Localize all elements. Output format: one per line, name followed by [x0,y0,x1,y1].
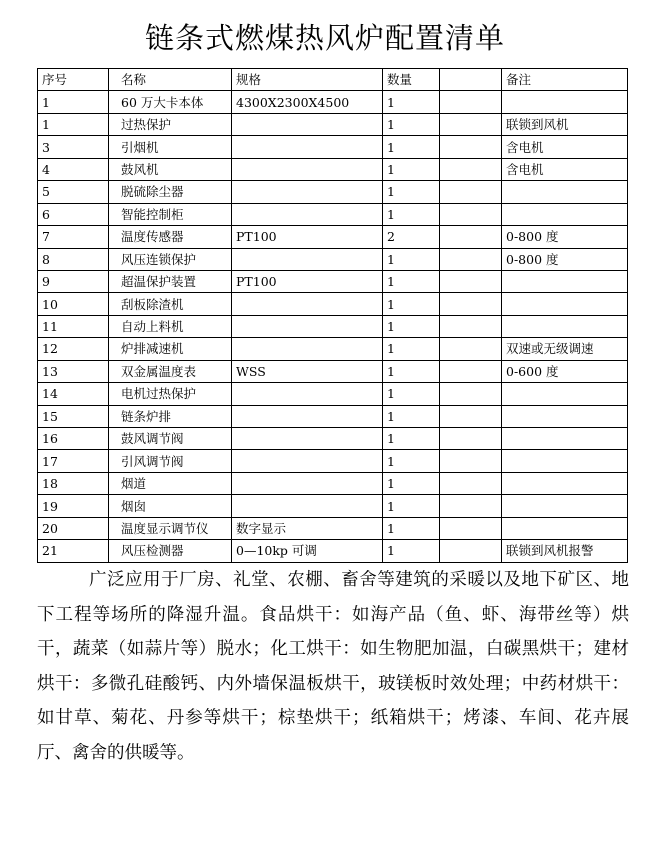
cell-remark [502,315,628,337]
cell-remark: 联锁到风机 [502,113,628,135]
cell-name: 链条炉排 [109,405,232,427]
table-row [38,405,628,427]
cell-spec [232,315,383,337]
cell-qty: 1 [383,428,440,450]
cell-index: 9 [38,270,109,292]
cell-remark [502,495,628,517]
cell-index: 1 [38,113,109,135]
cell-name: 烟囱 [109,495,232,517]
cell-name: 60 万大卡本体 [109,91,232,113]
table-row [38,315,628,337]
cell-qty: 1 [383,91,440,113]
cell-index: 21 [38,540,109,562]
cell-index: 16 [38,428,109,450]
cell-qty: 1 [383,158,440,180]
cell-spec [232,495,383,517]
table-row [38,226,628,248]
cell-index: 12 [38,338,109,360]
table-row [38,270,628,292]
cell-remark [502,428,628,450]
cell-spec: 数字显示 [232,517,383,539]
cell-remark: 0-600 度 [502,360,628,382]
table-row [38,91,628,113]
cell-qty: 1 [383,293,440,315]
cell-name: 风压连锁保护 [109,248,232,270]
cell-qty: 1 [383,203,440,225]
cell-blank [440,91,502,113]
cell-index: 7 [38,226,109,248]
cell-index: 15 [38,405,109,427]
cell-qty: 1 [383,136,440,158]
cell-name: 电机过热保护 [109,383,232,405]
cell-spec: 0—10kp 可调 [232,540,383,562]
cell-remark [502,517,628,539]
cell-blank [440,181,502,203]
cell-index: 4 [38,158,109,180]
table-row [38,203,628,225]
table-row [38,517,628,539]
cell-remark: 联锁到风机报警 [502,540,628,562]
cell-name: 自动上料机 [109,315,232,337]
cell-qty: 1 [383,540,440,562]
cell-qty: 1 [383,450,440,472]
cell-index: 6 [38,203,109,225]
cell-name: 引风调节阀 [109,450,232,472]
table-row [38,428,628,450]
cell-spec [232,181,383,203]
cell-index: 10 [38,293,109,315]
table-row [38,293,628,315]
cell-name: 智能控制柜 [109,203,232,225]
table-row [38,158,628,180]
cell-spec: 4300X2300X4500 [232,91,383,113]
cell-index: 17 [38,450,109,472]
cell-qty: 1 [383,517,440,539]
cell-name: 过热保护 [109,113,232,135]
cell-remark: 0-800 度 [502,226,628,248]
cell-blank [440,517,502,539]
cell-name: 温度显示调节仪 [109,517,232,539]
cell-spec [232,338,383,360]
cell-index: 1 [38,91,109,113]
cell-spec: WSS [232,360,383,382]
cell-index: 20 [38,517,109,539]
table-row [38,495,628,517]
table-row [38,113,628,135]
table-row [38,338,628,360]
cell-remark: 含电机 [502,158,628,180]
header-qty: 数量 [383,69,440,91]
cell-blank [440,495,502,517]
table-header-row [38,69,628,91]
cell-name: 双金属温度表 [109,360,232,382]
cell-blank [440,293,502,315]
cell-blank [440,113,502,135]
cell-qty: 1 [383,315,440,337]
table-row [38,181,628,203]
cell-remark [502,270,628,292]
cell-qty: 2 [383,226,440,248]
cell-name: 超温保护装置 [109,270,232,292]
cell-name: 鼓风调节阀 [109,428,232,450]
cell-name: 烟道 [109,472,232,494]
header-blank [440,69,502,91]
cell-blank [440,248,502,270]
cell-index: 5 [38,181,109,203]
cell-qty: 1 [383,383,440,405]
header-remark: 备注 [502,69,628,91]
cell-remark [502,450,628,472]
cell-spec [232,113,383,135]
cell-index: 14 [38,383,109,405]
cell-qty: 1 [383,248,440,270]
table-row [38,472,628,494]
table-row [38,540,628,562]
cell-blank [440,226,502,248]
cell-qty: 1 [383,181,440,203]
cell-index: 19 [38,495,109,517]
cell-remark [502,203,628,225]
cell-spec [232,136,383,158]
table-row [38,360,628,382]
cell-qty: 1 [383,270,440,292]
cell-blank [440,472,502,494]
cell-blank [440,405,502,427]
cell-index: 8 [38,248,109,270]
cell-remark [502,383,628,405]
cell-blank [440,315,502,337]
cell-blank [440,540,502,562]
cell-remark [502,181,628,203]
cell-spec [232,428,383,450]
cell-remark: 含电机 [502,136,628,158]
cell-spec: PT100 [232,270,383,292]
cell-spec [232,405,383,427]
cell-remark [502,405,628,427]
cell-blank [440,338,502,360]
cell-qty: 1 [383,338,440,360]
table-row [38,383,628,405]
cell-index: 11 [38,315,109,337]
cell-remark: 双速或无级调速 [502,338,628,360]
header-index: 序号 [38,69,109,91]
header-spec: 规格 [232,69,383,91]
cell-name: 炉排减速机 [109,338,232,360]
cell-blank [440,158,502,180]
cell-qty: 1 [383,405,440,427]
cell-index: 3 [38,136,109,158]
cell-name: 温度传感器 [109,226,232,248]
cell-index: 13 [38,360,109,382]
cell-spec [232,158,383,180]
document-title: 链条式燃煤热风炉配置清单 [144,21,505,55]
cell-blank [440,136,502,158]
cell-remark: 0-800 度 [502,248,628,270]
cell-remark [502,293,628,315]
cell-blank [440,428,502,450]
cell-name: 鼓风机 [109,158,232,180]
cell-qty: 1 [383,360,440,382]
cell-spec [232,450,383,472]
cell-spec: PT100 [232,226,383,248]
cell-remark [502,91,628,113]
cell-blank [440,203,502,225]
cell-qty: 1 [383,113,440,135]
cell-spec [232,293,383,315]
table-body [38,91,628,562]
cell-name: 刮板除渣机 [109,293,232,315]
cell-spec [232,383,383,405]
cell-name: 引烟机 [109,136,232,158]
cell-name: 脱硫除尘器 [109,181,232,203]
cell-spec [232,248,383,270]
cell-remark [502,472,628,494]
header-name: 名称 [109,69,232,91]
config-table [37,68,628,563]
table-row [38,136,628,158]
cell-qty: 1 [383,472,440,494]
cell-spec [232,203,383,225]
cell-index: 18 [38,472,109,494]
cell-blank [440,270,502,292]
table-row [38,450,628,472]
cell-spec [232,472,383,494]
cell-blank [440,450,502,472]
description-paragraph: 广泛应用于厂房、礼堂、农棚、畜舍等建筑的采暖以及地下矿区、地下工程等场所的降湿升温。食品烘干：如海产品（鱼、虾、海带丝等）烘干，蔬菜（如蒜片等）脱水；化工烘干：如生物肥加温，白碳黑烘干；建材烘干：多微孔硅酸钙、内外墙保温板烘干，玻镁板时效处理；中药材烘干：如甘草、菊花、丹参等烘干；棕垫烘干；纸箱烘干；烤漆、车间、花卉展厅、禽舍的供暖等。 [37,570,629,763]
table-row [38,248,628,270]
cell-qty: 1 [383,495,440,517]
cell-blank [440,383,502,405]
cell-name: 风压检测器 [109,540,232,562]
cell-blank [440,360,502,382]
